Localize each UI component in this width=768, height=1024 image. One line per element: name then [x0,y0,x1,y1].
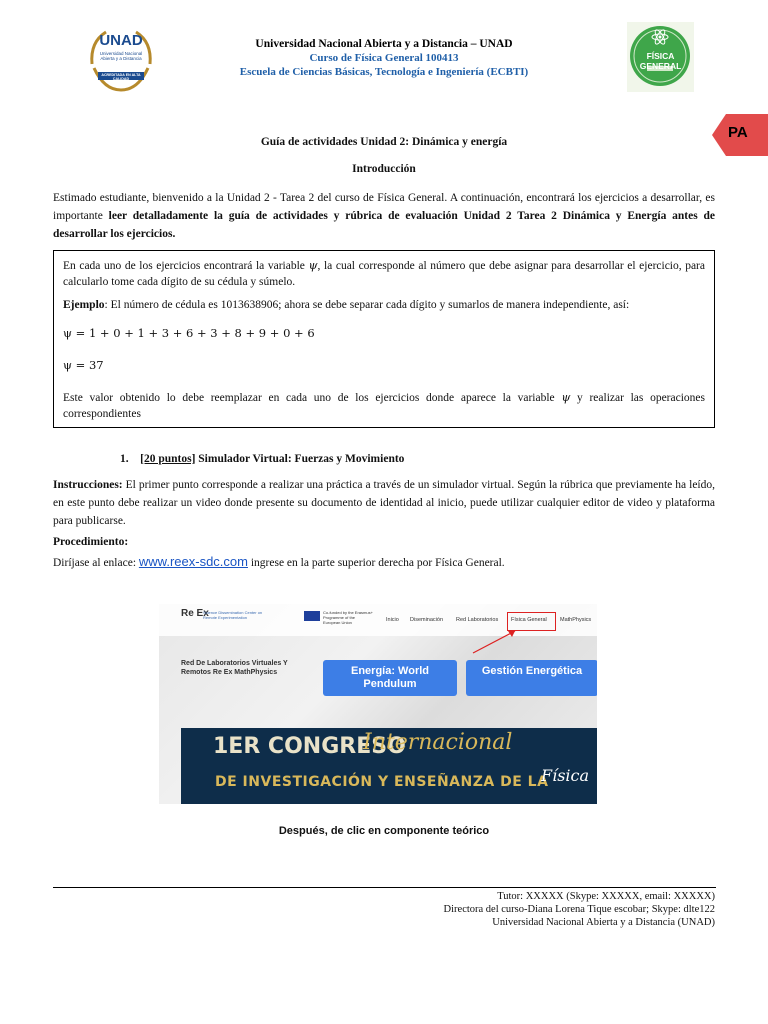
procedure-text-after: ingrese en la parte superior derecha por Física General. [247,557,505,569]
procedure-text-before: Diríjase al enlace: [53,557,139,569]
example-paragraph [63,297,705,313]
box-paragraph-3 [63,389,705,422]
box-text-a: En cada uno de los ejercicios encontrará la variable [63,260,309,272]
section-points: [20 puntos] [140,453,196,465]
guide-title: Guía de actividades Unidad 2: Dinámica y energía [260,136,508,148]
box-paragraph-1 [63,257,705,290]
banner-script-2: Física [541,766,590,785]
site-menu-inicio[interactable]: Inicio [386,617,399,623]
instructions-label: Instrucciones: [53,479,123,491]
eu-flag-icon [304,611,320,621]
example-label: Ejemplo [63,299,105,311]
equation-sum: ψ = 1 + 0 + 1 + 3 + 6 + 3 + 8 + 9 + 0 + 6 [63,326,315,340]
site-menu-diseminacion[interactable]: Diseminación [410,617,444,623]
intro-paragraph [53,189,715,243]
site-network-title: Red De Laboratorios Virtuales Y Remotos Re Ex MathPhysics [181,660,288,676]
header-school: Escuela de Ciencias Básicas, Tecnología e Ingeniería (ECBTI) [239,66,529,78]
reex-link[interactable]: www.reex-sdc.com [138,554,248,569]
footer-divider [53,887,716,888]
footer-tutor: Tutor: XXXXX (Skype: XXXXX, email: XXXXX) [497,891,715,902]
congress-banner [181,728,597,804]
fisica-general-logo-text: FÍSICA GENERAL [639,51,682,71]
procedure-line [53,554,505,569]
red-arrow-icon [471,626,551,656]
section-number: 1. [120,453,129,465]
site-menu-fisica-general[interactable]: Física General [511,617,547,623]
site-logo: Re Ex [181,608,209,619]
fisica-general-logo [627,22,694,92]
psi-explanation-box [53,250,715,428]
intro-text: Estimado estudiante, bienvenido a la Unidad 2 - Tarea 2 del curso de Física General. A continuación, encontrará los ejercicios a desarrollar, es importante [53,192,715,222]
psi-symbol-2: ψ [561,390,571,404]
unad-logo-badge: ACREDITADA EN ALTA CALIDAD [101,73,141,81]
instructions-paragraph [53,476,715,530]
equation-result: ψ = 37 [63,358,104,372]
psi-symbol: ψ [308,258,318,272]
website-screenshot [159,604,597,804]
box-text-b: , la cual corresponde al número que debe asignar para desarrollar el ejercicio, para calcularlo tome cada dígito de su cédula y súmelo. [63,260,705,288]
screenshot-caption: Después, de clic en componente teórico [278,825,490,837]
energia-world-pendulum-button[interactable]: Energía: World Pendulum [323,660,457,696]
banner-line-1: 1ER CONGRESO [213,734,406,759]
unad-logo-subtext: Universidad Nacional Abierta y a Distancia [99,51,143,61]
section-title: Simulador Virtual: Fuerzas y Movimiento [195,453,405,465]
box-text-d: y realizar las operaciones correspondientes [63,392,705,420]
header-university: Universidad Nacional Abierta y a Distancia – UNAD [255,38,513,50]
site-menu-mathphysics[interactable]: MathPhysics [560,617,592,623]
banner-line-2: DE INVESTIGACIÓN Y ENSEÑANZA DE LA [215,774,549,790]
example-text: : El número de cédula es 1013638906; ahora se debe separar cada dígito y sumarlos de manera independiente, así: [104,299,630,311]
footer-university: Universidad Nacional Abierta y a Distancia (UNAD) [492,917,715,928]
intro-bold-text: leer detalladamente la guía de actividades y rúbrica de evaluación Unidad 2 Tarea 2 Dinámica y Energía antes de desarrollar los ejercicios. [53,210,715,240]
site-menu-red-laboratorios[interactable]: Red Laboratorios [456,617,499,623]
section-1-heading [120,453,404,465]
site-org-text: Science Dissemination Center on Remote Experimentation [203,610,263,620]
procedure-heading: Procedimiento: [53,536,129,548]
unad-logo-text: UNAD [99,32,143,49]
banner-script-1: Internacional [363,730,513,755]
gestion-energetica-button[interactable]: Gestión Energética [466,660,597,696]
introduction-heading: Introducción [352,163,416,175]
site-eu-text: Co-funded by the Erasmus+ Programme of the European Union [323,610,373,625]
footer-director: Directora del curso-Diana Lorena Tique escobar; Skype: dlte122 [443,904,715,915]
box-text-c: Este valor obtenido lo debe reemplazar en cada uno de los ejercicios donde aparece la variable [63,392,562,404]
header-course: Curso de Física General 100413 [309,52,459,64]
instructions-text: El primer punto corresponde a realizar una práctica a través de un simulador virtual. Según la rúbrica que previamente ha leído, en este punto debe realizar un video donde presente su documento de identidad al inicio, puede utilizar cualquier editor de video y plataforma para publicarse. [53,479,715,527]
pa-tag-label: PA [728,124,748,141]
